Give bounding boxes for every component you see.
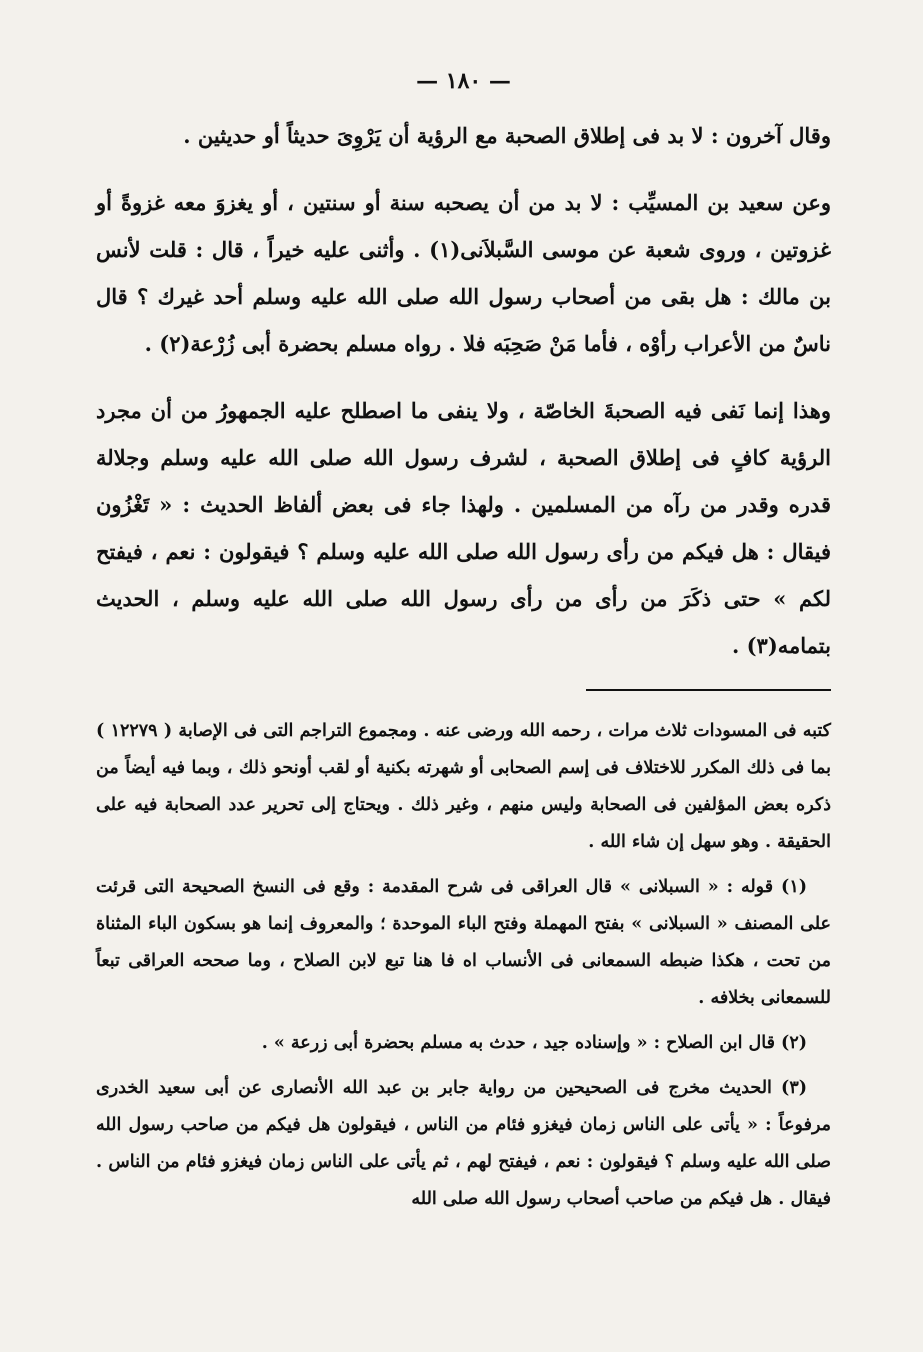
footnote-number: (٢) [781, 1033, 807, 1053]
main-text [96, 112, 831, 669]
paragraph: وعن سعيد بن المسيِّب : لا بد من أن يصحبه سنة أو سنتين ، أو يغزوَ معه غزوةً أو غزوتين ، وروى شعبة عن موسى السَّبلاَنى(١) . وأثنى عليه خيراً ، قال : قلت لأنس بن مالك : هل بقى من أصحاب رسول الله صلى الله عليه وسلم أحد غيرك ؟ قال ناسٌ من الأعراب رأوْه ، فأما مَنْ صَحِبَه فلا . رواه مسلم بحضرة أبى زُرْعة(٢) . [96, 190, 831, 356]
footnote-intro: كتبه فى المسودات ثلاث مرات ، رحمه الله ورضى عنه . ومجموع التراجم التى فى الإصابة ( ١٢٢٧٩ ) بما فى ذلك المكرر للاختلاف فى إسم الصحابى أو شهرته بكنية أو لقب أونحو ذلك ، وبما فيه أيضاً من ذكره بعض المؤلفين فى الصحابة وليس منهم ، وغير ذلك . ويحتاج إلى تحرير عدد الصحابة فيه على الحقيقة . وهو سهل إن شاء الله . [96, 721, 832, 852]
footnote-3 [96, 1070, 831, 1218]
paragraph: وهذا إنما نَفى فيه الصحبةَ الخاصّة ، ولا ينفى ما اصطلح عليه الجمهورُ من أن مجرد الرؤية كافٍ فى إطلاق الصحبة ، لشرف رسول الله صلى الله عليه وسلم وجلالة قدره وقدر من رآه من المسلمين . ولهذا جاء فى بعض ألفاظ الحديث : « تَغْزُون فيقال : هل فيكم من رأى رسول الله صلى الله عليه وسلم ؟ فيقولون : نعم ، فيفتح لكم » حتى ذكَرَ من رأى من رأى رسول الله صلى الله عليه وسلم ، الحديث بتمامه(٣) . [96, 398, 831, 658]
footnote-text: قوله : « السبلانى » قال العراقى فى شرح المقدمة : وقع فى النسخ الصحيحة التى قرئت على المصنف « السبلانى » بفتح المهملة وفتح الباء الموحدة ؛ والمعروف إنما هو بسكون الباء المثناة من تحت ، هكذا ضبطه السمعانى فى الأنساب اه فا هنا تبع لابن الصلاح ، وما صححه العراقى تبعاً للسمعانى بخلافه . [96, 877, 831, 1008]
footnote-number: (١) [781, 877, 807, 897]
footnote-text: الحديث مخرج فى الصحيحين من رواية جابر بن عبد الله الأنصارى عن أبى سعيد الخدرى مرفوعاً : « يأتى على الناس زمان فيغزو فئام من الناس ، فيقولون هل فيكم من صاحب رسول الله صلى الله عليه وسلم ؟ فيقولون : نعم ، فيفتح لهم ، ثم يأتى على الناس زمان فيغزو فئام من الناس . فيقال . هل فيكم من صاحب أصحاب رسول الله صلى الله [96, 1078, 831, 1209]
footnotes [96, 713, 831, 1218]
footnote-divider [586, 689, 831, 691]
footnote-1 [96, 869, 831, 1017]
paragraph: وقال آخرون : لا بد فى إطلاق الصحبة مع الرؤية أن يَرْوِىَ حديثاً أو حديثين . [183, 123, 831, 148]
footnote-number: (٣) [781, 1078, 808, 1098]
page-number: — ١٨٠ — [416, 68, 511, 94]
footnote-2 [96, 1025, 831, 1062]
footnote-text: قال ابن الصلاح : « وإسناده جيد ، حدث به مسلم بحضرة أبى زرعة » . [261, 1033, 775, 1053]
